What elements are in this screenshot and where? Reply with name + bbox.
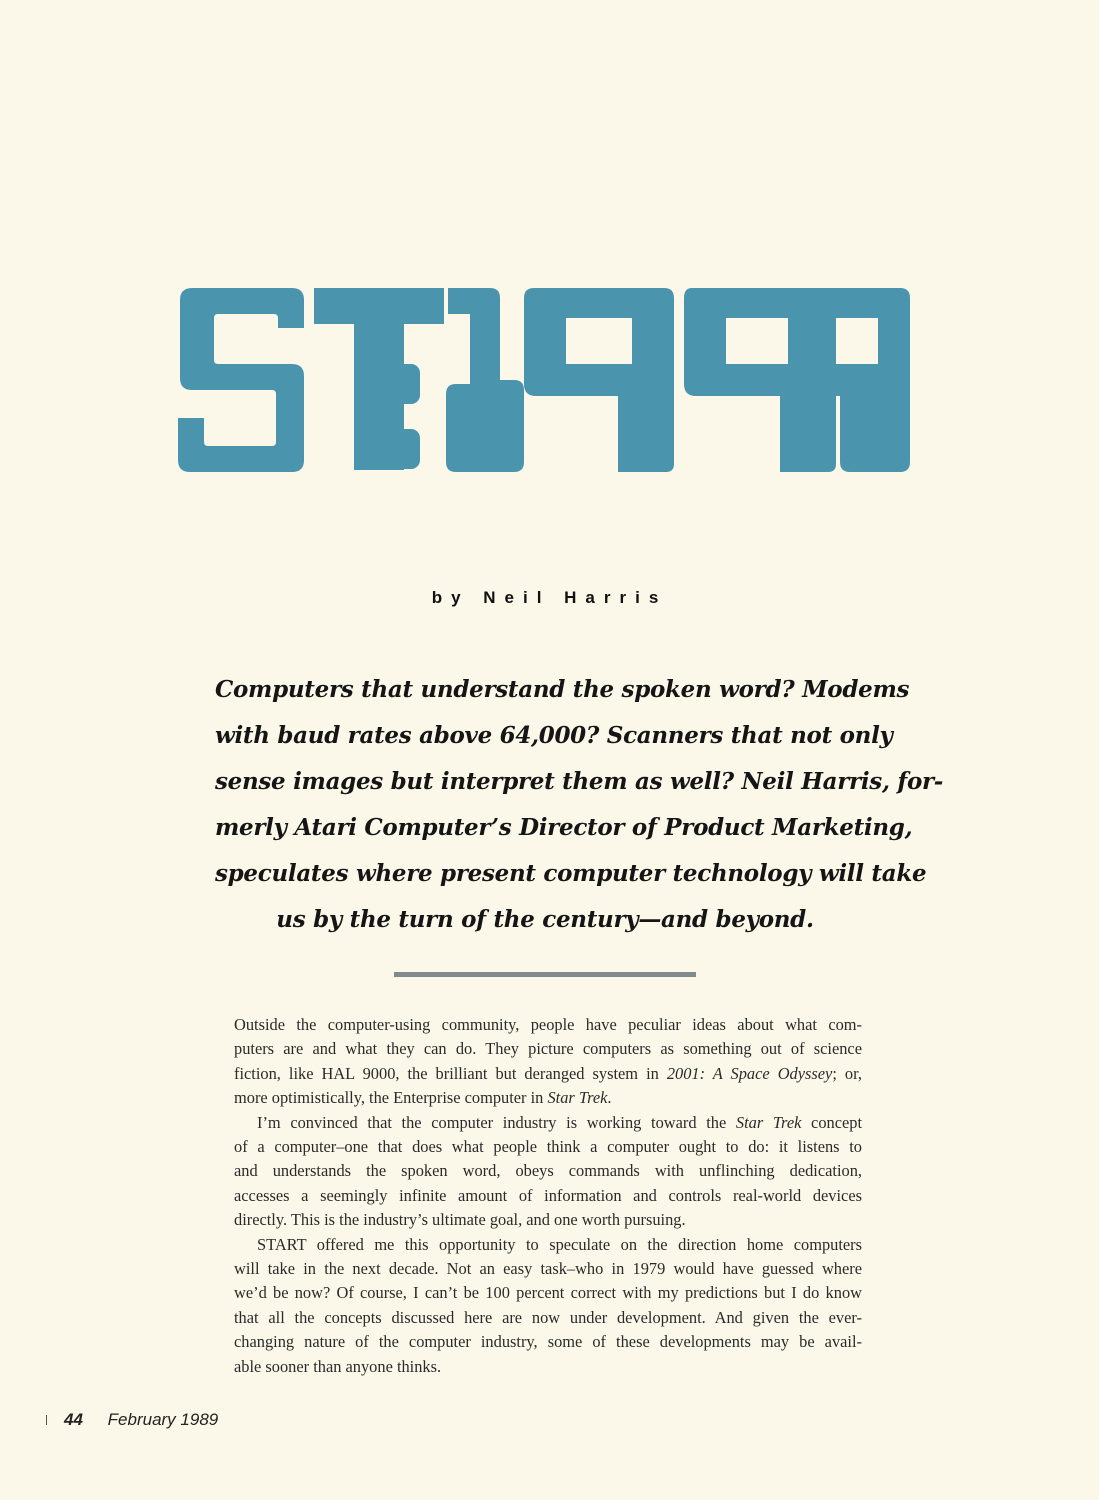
- body-text-run: I’m convinced that the computer industry is working toward the: [257, 1112, 736, 1132]
- body-line: accesses a seemingly infinite amount of information and controls real-world devices: [234, 1185, 862, 1205]
- title-2001: 2001: A Space Odyssey: [666, 1063, 833, 1083]
- folio: [64, 1410, 218, 1430]
- deck-line: us by the turn of the century—and beyond.: [276, 906, 814, 933]
- article-body: [234, 1013, 862, 1379]
- section-divider: [394, 972, 696, 977]
- deck-line: sense images but interpret them as well? Neil Harris, for-: [215, 768, 944, 795]
- issue-date: February 1989: [107, 1410, 219, 1429]
- body-line: [234, 1086, 862, 1110]
- body-text-run: ; or,: [832, 1063, 862, 1083]
- paragraph-3: [234, 1233, 862, 1379]
- deck-intro: [215, 667, 944, 943]
- body-line: [234, 1062, 862, 1086]
- paragraph-2: [234, 1111, 862, 1233]
- title-star-trek: Star Trek: [735, 1112, 802, 1132]
- body-text-run: fiction, like HAL 9000, the brilliant but deranged system in: [234, 1063, 667, 1083]
- body-line: START offered me this opportunity to speculate on the direction home computers: [257, 1234, 862, 1254]
- paragraph-1: [234, 1013, 862, 1111]
- page-number: 44: [64, 1410, 83, 1429]
- deck-line: Computers that understand the spoken word? Modems: [215, 676, 910, 703]
- headline-svg: [174, 284, 912, 476]
- deck-line: merly Atari Computer’s Director of Product Marketing,: [215, 814, 913, 841]
- margin-mark: [46, 1415, 47, 1425]
- title-star-trek: Star Trek: [547, 1088, 608, 1108]
- body-line: able sooner than anyone thinks.: [234, 1356, 442, 1376]
- headline-art: [174, 284, 912, 476]
- headline-letter-t: [314, 288, 444, 470]
- body-line: we’d be now? Of course, I can’t be 100 percent correct with my predictions but I do know: [234, 1283, 862, 1303]
- headline-digit-9-a: [524, 288, 674, 472]
- body-line: changing nature of the computer industry, some of these developments may be avail-: [234, 1332, 862, 1352]
- body-line: that all the concepts discussed here are now under development. And given the ever-: [234, 1307, 862, 1327]
- body-text-run: more optimistically, the Enterprise computer in: [234, 1088, 548, 1108]
- deck-line: with baud rates above 64,000? Scanners that not only: [215, 722, 893, 749]
- headline-colon-top: [380, 364, 420, 404]
- body-line: directly. This is the industry’s ultimate goal, and one worth pursuing.: [234, 1210, 686, 1230]
- body-text-run: concept: [801, 1112, 863, 1132]
- body-text-run: .: [607, 1088, 612, 1108]
- headline-digit-1: [446, 288, 524, 472]
- body-line: and understands the spoken word, obeys commands with unflinching dedication,: [234, 1161, 862, 1181]
- deck-line: speculates where present computer technology will take: [215, 860, 927, 887]
- body-line: will take in the next decade. Not an easy task–who in 1979 would have guessed where: [234, 1259, 862, 1279]
- body-line: puters are and what they can do. They picture computers as something out of science: [234, 1039, 862, 1059]
- byline: by Neil Harris: [431, 588, 668, 607]
- headline-letter-s: [178, 288, 304, 472]
- headline-colon-bottom: [380, 429, 420, 469]
- body-line: Outside the computer-using community, people have peculiar ideas about what com-: [234, 1015, 862, 1034]
- body-line: [234, 1111, 862, 1135]
- body-line: of a computer–one that does what people think a computer ought to do: it listens to: [234, 1137, 862, 1157]
